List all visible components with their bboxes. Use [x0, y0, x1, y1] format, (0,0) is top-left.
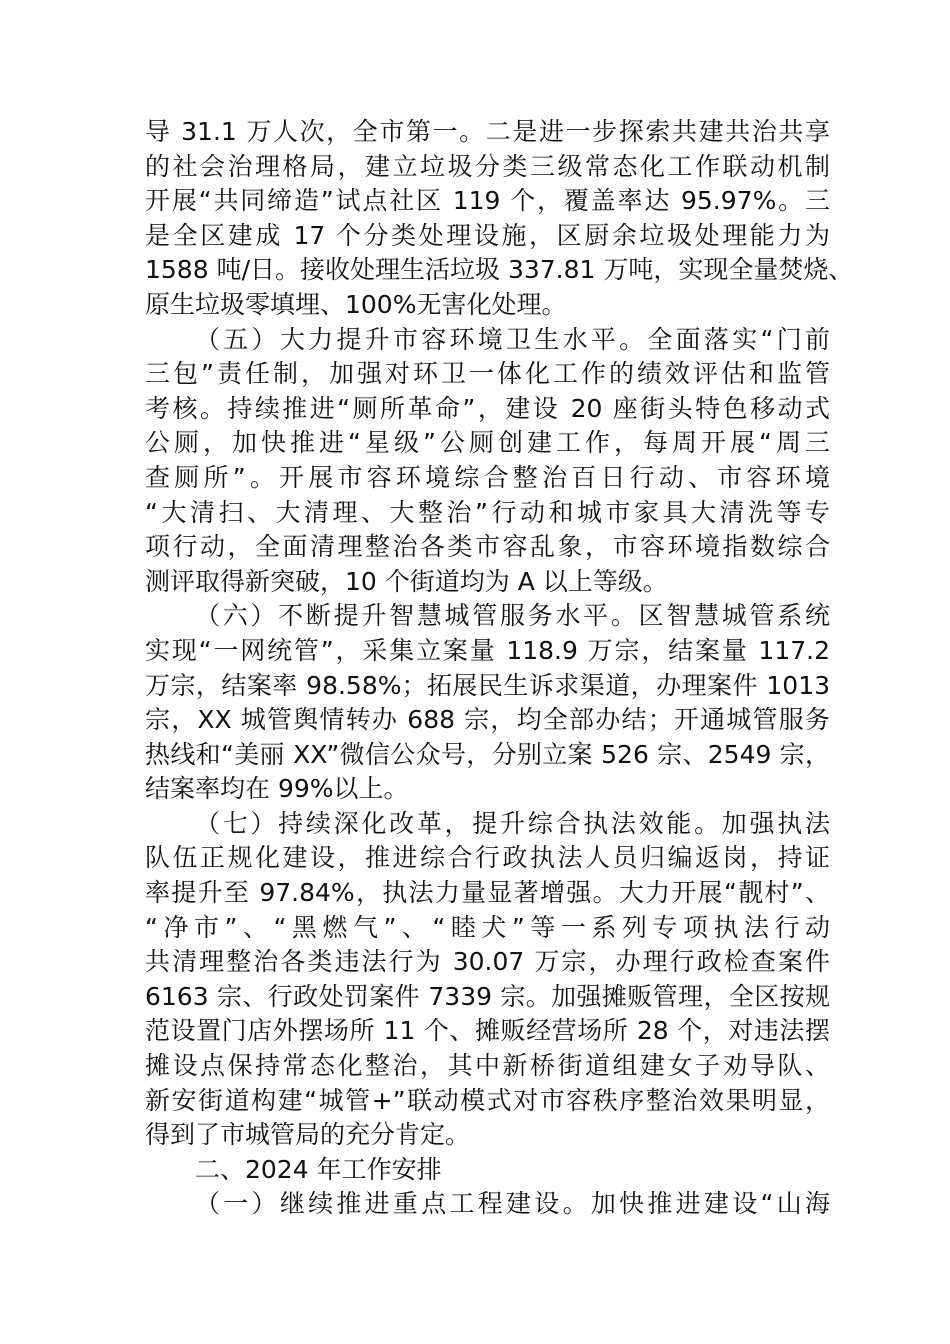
text-line: （五）大力提升市容环境卫生水平。全面落实“门前 [195, 324, 830, 354]
text-line: 结案率均在 99%以上。 [145, 774, 409, 804]
text-line: （六）不断提升智慧城管服务水平。区智慧城管系统 [195, 601, 830, 631]
text-line: 新安街道构建“城管+”联动模式对市容秩序整治效果明显， [145, 1085, 830, 1115]
body-text [145, 115, 854, 1222]
text-line: 范设置门店外摆场所 11 个、摊贩经营场所 28 个，对违法摆 [145, 1016, 830, 1046]
text-line: 项行动，全面清理整治各类市容乱象，市容环境指数综合 [145, 532, 830, 562]
text-line: 考核。持续推进“厕所革命”，建设 20 座街头特色移动式 [145, 393, 830, 423]
text-line: 三包”责任制，加强对环卫一体化工作的绩效评估和监管 [145, 359, 830, 389]
text-line: （七）持续深化改革，提升综合执法效能。加强执法 [195, 808, 830, 838]
text-line: 万宗，结案率 98.58%；拓展民生诉求渠道，办理案件 1013 [145, 670, 830, 700]
text-line: 共清理整治各类违法行为 30.07 万宗，办理行政检查案件 [145, 947, 830, 977]
text-line: 的社会治理格局，建立垃圾分类三级常态化工作联动机制 [145, 151, 830, 181]
text-line: 热线和“美丽 XX”微信公众号，分别立案 526 宗、2549 宗， [145, 739, 830, 769]
text-line: “净市”、“黑燃气”、“睦犬”等一系列专项执法行动 [145, 912, 830, 942]
text-line: 开展“共同缔造”试点社区 119 个，覆盖率达 95.97%。三 [145, 186, 830, 216]
text-line: “大清扫、大清理、大整治”行动和城市家具大清洗等专 [145, 497, 830, 527]
text-line: 宗，XX 城管舆情转办 688 宗，均全部办结；开通城管服务 [145, 705, 830, 735]
text-line: 测评取得新突破，10 个街道均为 A 以上等级。 [145, 566, 668, 596]
text-line: 公厕，加快推进“星级”公厕创建工作，每周开展“周三 [145, 428, 830, 458]
text-line: 摊设点保持常态化整治，其中新桥街道组建女子劝导队、 [145, 1051, 830, 1081]
text-line: 原生垃圾零填埋、100%无害化处理。 [145, 289, 567, 319]
text-line: 6163 宗、行政处罚案件 7339 宗。加强摊贩管理，全区按规 [145, 981, 830, 1011]
text-line: 得到了市城管局的充分肯定。 [145, 1120, 471, 1150]
text-line: 二、2024 年工作安排 [195, 1154, 442, 1184]
text-line: 查厕所”。开展市容环境综合整治百日行动、市容环境 [145, 462, 830, 492]
text-line: 率提升至 97.84%，执法力量显著增强。大力开展“靓村”、 [145, 878, 830, 908]
text-line: 是全区建成 17 个分类处理设施，区厨余垃圾处理能力为 [145, 220, 830, 250]
text-line: 队伍正规化建设，推进综合行政执法人员归编返岗，持证 [145, 843, 830, 873]
text-line: 1588 吨/日。接收处理生活垃圾 337.81 万吨，实现全量焚烧、 [145, 255, 854, 285]
text-line: 实现“一网统管”，采集立案量 118.9 万宗，结案量 117.2 [145, 635, 830, 665]
text-line: （一）继续推进重点工程建设。加快推进建设“山海 [195, 1189, 830, 1219]
text-line: 导 31.1 万人次，全市第一。二是进一步探索共建共治共享 [145, 117, 830, 146]
